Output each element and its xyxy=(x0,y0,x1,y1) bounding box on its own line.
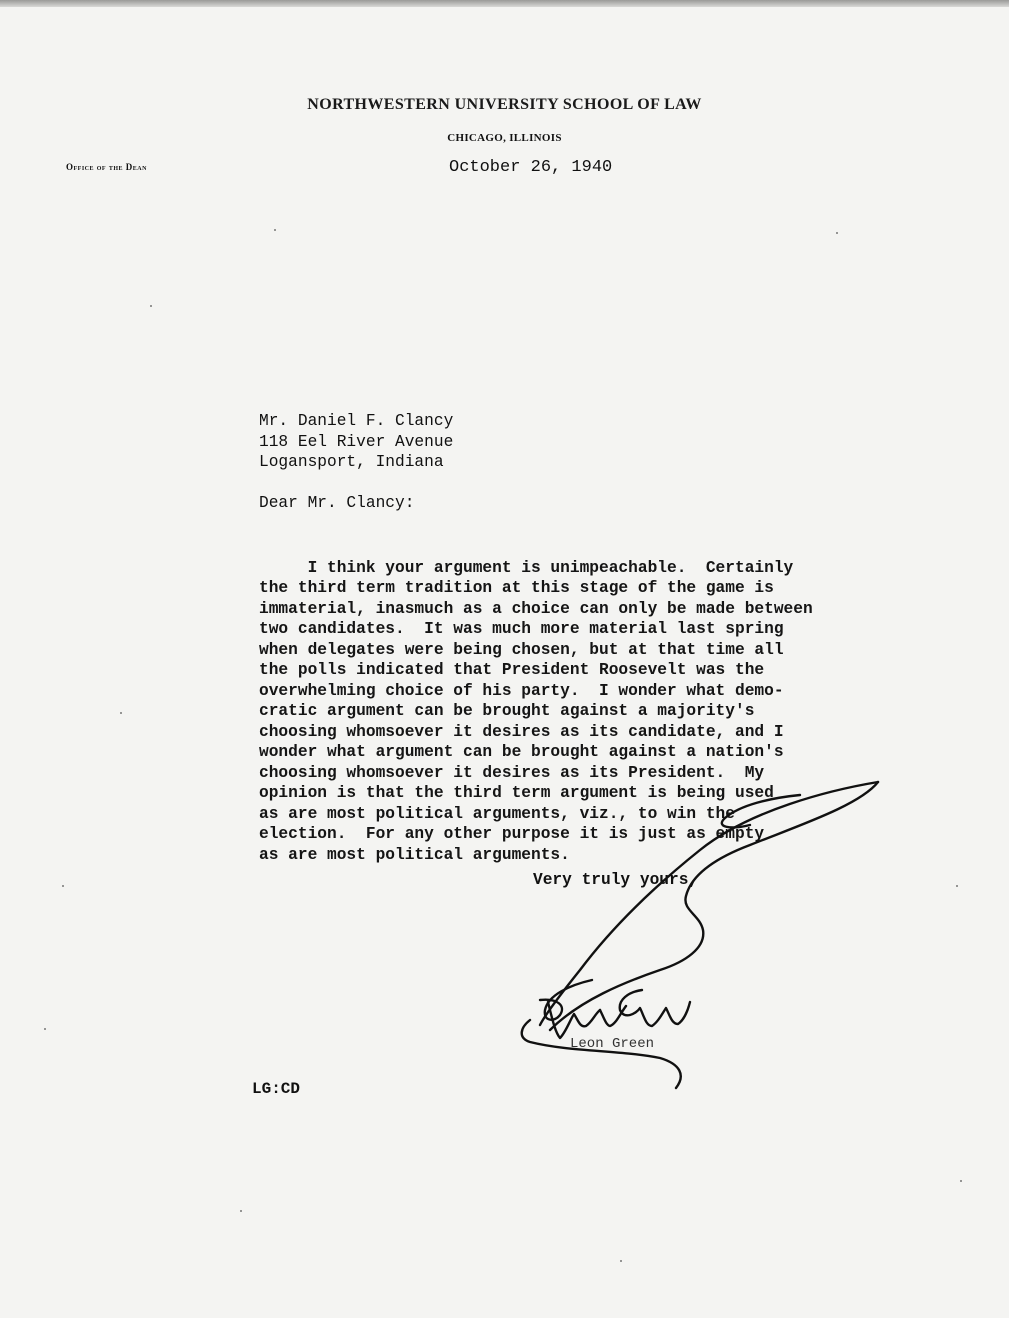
body-line: overwhelming choice of his party. I wonder what demo- xyxy=(259,681,784,700)
recipient-address-block xyxy=(259,411,453,473)
letterhead-location: CHICAGO, ILLINOIS xyxy=(447,132,562,144)
body-line: when delegates were being chosen, but at that time all xyxy=(259,640,784,659)
scan-speck xyxy=(956,885,958,887)
letter-date: October 26, 1940 xyxy=(449,158,613,177)
body-line: as are most political arguments. xyxy=(259,845,570,864)
scan-speck xyxy=(150,305,152,307)
recipient-name: Mr. Daniel F. Clancy xyxy=(259,412,454,430)
scan-speck xyxy=(240,1210,242,1212)
scan-speck xyxy=(62,885,64,887)
body-line: I think your argument is unimpeachable. Certainly xyxy=(259,558,794,577)
letterhead-institution: NORTHWESTERN UNIVERSITY SCHOOL OF LAW xyxy=(307,96,702,113)
body-line: immaterial, inasmuch as a choice can only be made between xyxy=(259,599,813,618)
scan-speck xyxy=(960,1180,962,1182)
body-line: cratic argument can be brought against a majority's xyxy=(259,702,755,720)
recipient-city: Logansport, Indiana xyxy=(259,453,444,471)
body-line: election. For any other purpose it is just as empty xyxy=(259,825,765,843)
scan-speck xyxy=(274,229,276,231)
scan-top-edge xyxy=(0,0,1009,7)
body-line: choosing whomsoever it desires as its President. My xyxy=(259,763,765,782)
scan-speck xyxy=(44,1028,46,1030)
salutation: Dear Mr. Clancy: xyxy=(259,494,415,512)
body-line: choosing whomsoever it desires as its candidate, and I xyxy=(259,722,784,741)
body-line: wonder what argument can be brought against a nation's xyxy=(259,743,784,761)
body-line: the third term tradition at this stage of the game is xyxy=(259,579,774,597)
body-line: as are most political arguments, viz., to win the xyxy=(259,804,735,823)
recipient-street: 118 Eel River Avenue xyxy=(259,432,454,451)
letterhead-office: Office of the Dean xyxy=(66,162,147,172)
handwritten-signature xyxy=(500,770,900,1100)
closing: Very truly yours, xyxy=(533,871,699,889)
body-line: the polls indicated that President Roosevelt was the xyxy=(259,661,765,679)
scan-speck xyxy=(836,232,838,234)
scan-speck xyxy=(120,712,122,714)
reference-initials: LG:CD xyxy=(252,1080,301,1098)
scan-speck xyxy=(620,1260,622,1262)
body-line: opinion is that the third term argument is being used xyxy=(259,784,774,802)
body-line: two candidates. It was much more material last spring xyxy=(259,620,784,638)
signatory-typed-name: Leon Green xyxy=(570,1036,655,1052)
